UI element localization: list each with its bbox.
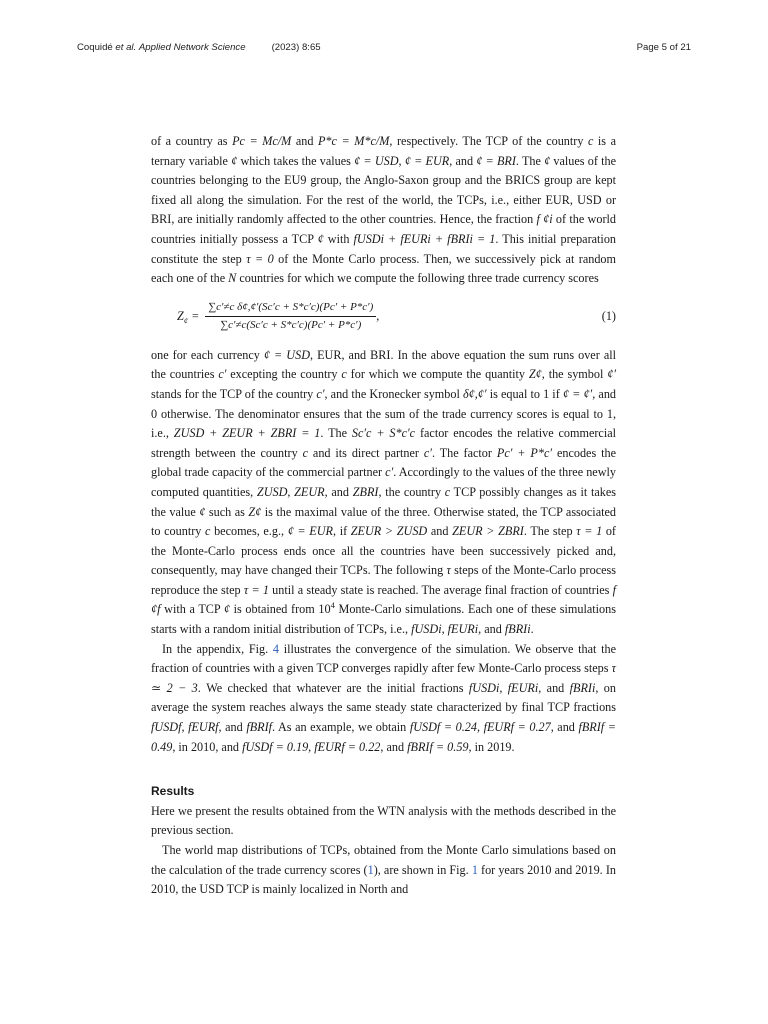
figure-4-link[interactable]: 4 — [272, 641, 279, 656]
header-page-number: Page 5 of 21 — [636, 42, 691, 53]
article-body — [151, 132, 616, 900]
running-header — [77, 42, 691, 53]
equation-numerator: ∑c′≠c δ¢,¢′(Sc′c + S*c′c)(Pc′ + P*c′) — [205, 300, 376, 317]
results-paragraph-2: The world map distributions of TCPs, obtained from the Monte Carlo simulations based on the calculation of the trade currency scores (1), are shown in Fig. 1 for years 2010 and 2019. In 2010, the USD TCP is mainly localized in North and — [151, 843, 616, 897]
results-heading: Results — [151, 784, 195, 799]
equation-1 — [151, 297, 616, 337]
equation-lhs: $Z_¢$ = — [177, 308, 200, 326]
methods-paragraph-2: one for each currency ¢ = USD, EUR, and BRI. In the above equation the sum runs over all the countries c′ excepting the country c for which we compute the quantity Z¢, the symbol ¢′ stands for the TCP of the country c′, and the Kronecker symbol δ¢,¢′ is equal to 1 if ¢ = ¢′, and 0 otherwise. The denominator ensures that the sum of the trade currency scores is equal to 1, i.e., ZUSD + ZEUR + ZBRI = 1. The Sc′c + S*c′c factor encodes the relative commercial strength between the country c and its direct partner c′. The factor Pc′ + P*c′ encodes the global trade capacity of the commercial partner c′. Accordingly to the values of the three newly computed quantities, ZUSD, ZEUR, and ZBRI, the country c TCP possibly changes as it takes the value ¢ such as Z¢ is the maximal value of the three. Otherwise stated, the TCP associated to country c becomes, e.g., ¢ = EUR, if ZEUR > ZUSD and ZEUR > ZBRI. The step τ = 1 of the Monte-Carlo process ends once all the countries have been successively picked and, consequently, may have changed their TCPs. The following τ steps of the Monte-Carlo process reproduce the step τ = 1 until a steady state is reached. The average final fraction of countries f ¢f with a TCP ¢ is obtained from $10^4$ Monte-Carlo simulations. Each one of these simulations starts with a random initial distribution of TCPs, i.e., fUSDi, fEURi, and fBRIi. — [151, 347, 617, 637]
header-authors: Coquidé et al. Applied Network Science — [77, 42, 246, 53]
header-citation — [77, 42, 347, 53]
results-paragraph-1: Here we present the results obtained from the WTN analysis with the methods described in the previous section. — [151, 803, 616, 838]
methods-paragraph-3: In the appendix, Fig. 4 illustrates the convergence of the simulation. We observe that the fraction of countries with a given TCP converges rapidly after few Monte-Carlo process steps τ ≃ 2 − 3. We checked that whatever are the initial fractions fUSDi, fEURi, and fBRIi, on average the system reaches always the same steady state characterized by final TCP fractions fUSDf, fEURf, and fBRIf. As an example, we obtain fUSDf = 0.24, fEURf = 0.27, and fBRIf = 0.49, in 2010, and fUSDf = 0.19, fEURf = 0.22, and fBRIf = 0.59, in 2019. — [151, 641, 616, 754]
figure-1-link[interactable]: 1 — [471, 862, 478, 877]
equation-denominator: ∑c′≠c(Sc′c + S*c′c)(Pc′ + P*c′) — [220, 319, 362, 332]
methods-paragraph-1: of a country as Pc = Mc/M and P*c = M*c/M, respectively. The TCP of the country c is a ternary variable ¢ which takes the values ¢ = USD, ¢ = EUR, and ¢ = BRI. The ¢ values of the countries belonging to the EU9 group, the Anglo-Saxon group and the BRICS group are kept fixed all along the simulation. For the rest of the world, the TCPs, i.e., either EUR, USD or BRI, are initially randomly affected to the other countries. Hence, the fraction f ¢i of the world countries initially possess a TCP ¢ with fUSDi + fEURi + fBRIi = 1. This initial preparation constitute the step τ = 0 of the Monte Carlo process. Then, we successively pick at random each one of the N countries for which we compute the following three trade currency scores — [151, 134, 617, 286]
equation-1-link[interactable]: 1 — [367, 862, 374, 877]
equation-body: $Z_¢$ = $\frac{\text{∑c′≠c δ¢,¢′(Sc′c + S*c′c)(Pc′ + P*c′)}}{\sum c'\ne c(Sc'c + S*c'c)(Pc' + P*c')}$ , — [177, 301, 380, 332]
header-year: (2023) 8:65 — [271, 42, 321, 53]
equation-number: (1) — [601, 308, 616, 323]
equation-fraction — [205, 300, 376, 333]
